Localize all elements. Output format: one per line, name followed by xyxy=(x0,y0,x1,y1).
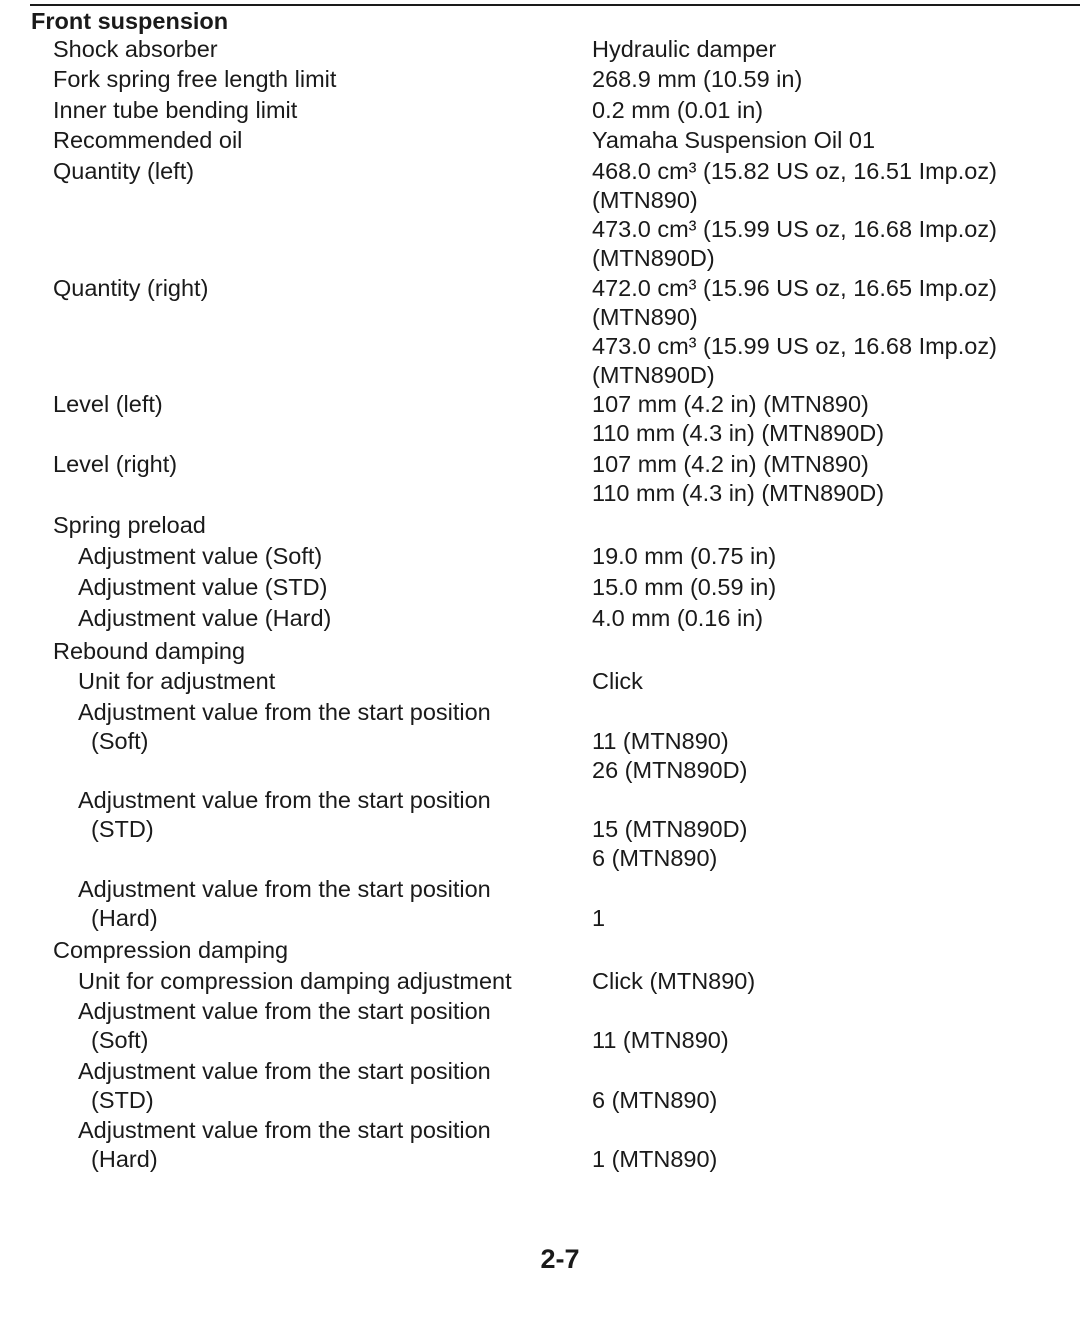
spec-label xyxy=(53,511,206,540)
spec-value xyxy=(592,967,755,996)
spec-value-line: (MTN890) xyxy=(592,187,698,213)
spec-value xyxy=(592,65,802,94)
spec-value-line: Yamaha Suspension Oil 01 xyxy=(592,127,876,153)
spec-label-line: Adjustment value (Hard) xyxy=(78,605,332,631)
spec-value-line: 15 (MTN890D) xyxy=(592,816,748,842)
spec-label xyxy=(53,157,194,186)
page-number: 2-7 xyxy=(540,1244,580,1274)
spec-value xyxy=(592,390,884,448)
spec-label-line: Adjustment value from the start position xyxy=(78,699,491,725)
spec-value-line: Hydraulic damper xyxy=(592,36,777,62)
spec-value-line: 26 (MTN890D) xyxy=(592,757,748,783)
spec-label xyxy=(78,698,491,756)
spec-value-line xyxy=(592,997,729,1026)
spec-label-line: (Hard) xyxy=(78,905,158,931)
spec-label-line: (Soft) xyxy=(78,728,149,754)
spec-label xyxy=(53,274,208,303)
spec-value xyxy=(592,667,643,696)
spec-value xyxy=(592,1116,717,1174)
spec-label xyxy=(53,96,297,125)
spec-label-line: Adjustment value (STD) xyxy=(78,574,328,600)
spec-value-line: 1 (MTN890) xyxy=(592,1146,718,1172)
spec-value-line: (MTN890D) xyxy=(592,245,715,271)
spec-value xyxy=(592,35,776,64)
spec-value-line: 4.0 mm (0.16 in) xyxy=(592,605,764,631)
spec-value-line: 19.0 mm (0.75 in) xyxy=(592,543,777,569)
spec-label-line: Unit for adjustment xyxy=(78,668,276,694)
spec-label-line: Adjustment value from the start position xyxy=(78,1058,491,1084)
spec-label-line: Quantity (right) xyxy=(53,275,209,301)
spec-value-line xyxy=(592,1116,717,1145)
spec-value-line: 15.0 mm (0.59 in) xyxy=(592,574,777,600)
spec-label-line: Spring preload xyxy=(53,512,206,538)
spec-value xyxy=(592,542,776,571)
spec-label-line: Shock absorber xyxy=(53,36,218,62)
spec-label-line: Quantity (left) xyxy=(53,158,195,184)
spec-value xyxy=(592,875,605,933)
spec-value-line: 0.2 mm (0.01 in) xyxy=(592,97,764,123)
spec-value-line: Click xyxy=(592,668,643,694)
spec-value-line: 110 mm (4.3 in) (MTN890D) xyxy=(592,420,885,446)
spec-label-line: Adjustment value from the start position xyxy=(78,876,491,902)
spec-label xyxy=(78,1116,491,1174)
spec-label xyxy=(78,967,512,996)
spec-label xyxy=(78,667,275,696)
spec-value xyxy=(592,698,747,785)
spec-label-line: (Soft) xyxy=(78,1027,149,1053)
spec-label xyxy=(53,35,218,64)
spec-value xyxy=(592,997,729,1055)
spec-label-line: Level (right) xyxy=(53,451,178,477)
spec-value-line: 11 (MTN890) xyxy=(592,1027,729,1053)
spec-value-line: 110 mm (4.3 in) (MTN890D) xyxy=(592,480,885,506)
spec-label-line: Compression damping xyxy=(53,937,289,963)
spec-value-line: 6 (MTN890) xyxy=(592,1087,718,1113)
spec-value-line: (MTN890) xyxy=(592,304,698,330)
spec-value-line: 1 xyxy=(592,905,606,931)
spec-label xyxy=(53,936,288,965)
spec-value-line xyxy=(592,1057,717,1086)
spec-label xyxy=(78,786,491,844)
spec-value-line: 107 mm (4.2 in) (MTN890) xyxy=(592,391,869,417)
spec-value xyxy=(592,450,884,508)
spec-value xyxy=(592,274,997,390)
spec-value-line: 11 (MTN890) xyxy=(592,728,729,754)
spec-value xyxy=(592,1057,717,1115)
spec-label xyxy=(78,1057,491,1115)
spec-label xyxy=(78,573,327,602)
spec-label-line: (STD) xyxy=(78,816,154,842)
spec-value xyxy=(592,573,776,602)
spec-value-line: (MTN890D) xyxy=(592,362,715,388)
spec-label xyxy=(53,637,245,666)
spec-value-line: 473.0 cm³ (15.99 US oz, 16.68 Imp.oz) xyxy=(592,333,997,359)
spec-label xyxy=(78,542,322,571)
spec-value-line: 268.9 mm (10.59 in) xyxy=(592,66,803,92)
section-heading: Front suspension xyxy=(31,8,229,34)
spec-label-line: Adjustment value from the start position xyxy=(78,787,491,813)
spec-label-line: Inner tube bending limit xyxy=(53,97,298,123)
spec-label-line: Rebound damping xyxy=(53,638,246,664)
spec-value-line: 473.0 cm³ (15.99 US oz, 16.68 Imp.oz) xyxy=(592,216,997,242)
spec-value-line: 472.0 cm³ (15.96 US oz, 16.65 Imp.oz) xyxy=(592,275,997,301)
spec-label-line: (Hard) xyxy=(78,1146,158,1172)
spec-label-line: Adjustment value from the start position xyxy=(78,1117,491,1143)
spec-value-line: 468.0 cm³ (15.82 US oz, 16.51 Imp.oz) xyxy=(592,158,997,184)
spec-label-line: Adjustment value (Soft) xyxy=(78,543,323,569)
spec-value xyxy=(592,126,875,155)
spec-value xyxy=(592,157,997,273)
spec-label-line: Fork spring free length limit xyxy=(53,66,337,92)
spec-label-line: (STD) xyxy=(78,1087,154,1113)
spec-value-line: 6 (MTN890) xyxy=(592,845,718,871)
spec-value-line: 107 mm (4.2 in) (MTN890) xyxy=(592,451,869,477)
spec-label-line: Level (left) xyxy=(53,391,163,417)
spec-label xyxy=(78,604,331,633)
spec-label xyxy=(53,65,336,94)
spec-value-line xyxy=(592,786,747,815)
spec-value xyxy=(592,786,747,873)
spec-value-line: Click (MTN890) xyxy=(592,968,756,994)
spec-label xyxy=(53,126,242,155)
spec-value xyxy=(592,604,763,633)
spec-value xyxy=(592,96,763,125)
spec-value-line xyxy=(592,698,747,727)
spec-label xyxy=(78,997,491,1055)
spec-label xyxy=(53,450,177,479)
spec-label xyxy=(53,390,163,419)
spec-value-line xyxy=(592,875,605,904)
spec-label-line: Unit for compression damping adjustment xyxy=(78,968,512,994)
spec-label-line: Adjustment value from the start position xyxy=(78,998,491,1024)
spec-label-line: Recommended oil xyxy=(53,127,243,153)
spec-label xyxy=(78,875,491,933)
